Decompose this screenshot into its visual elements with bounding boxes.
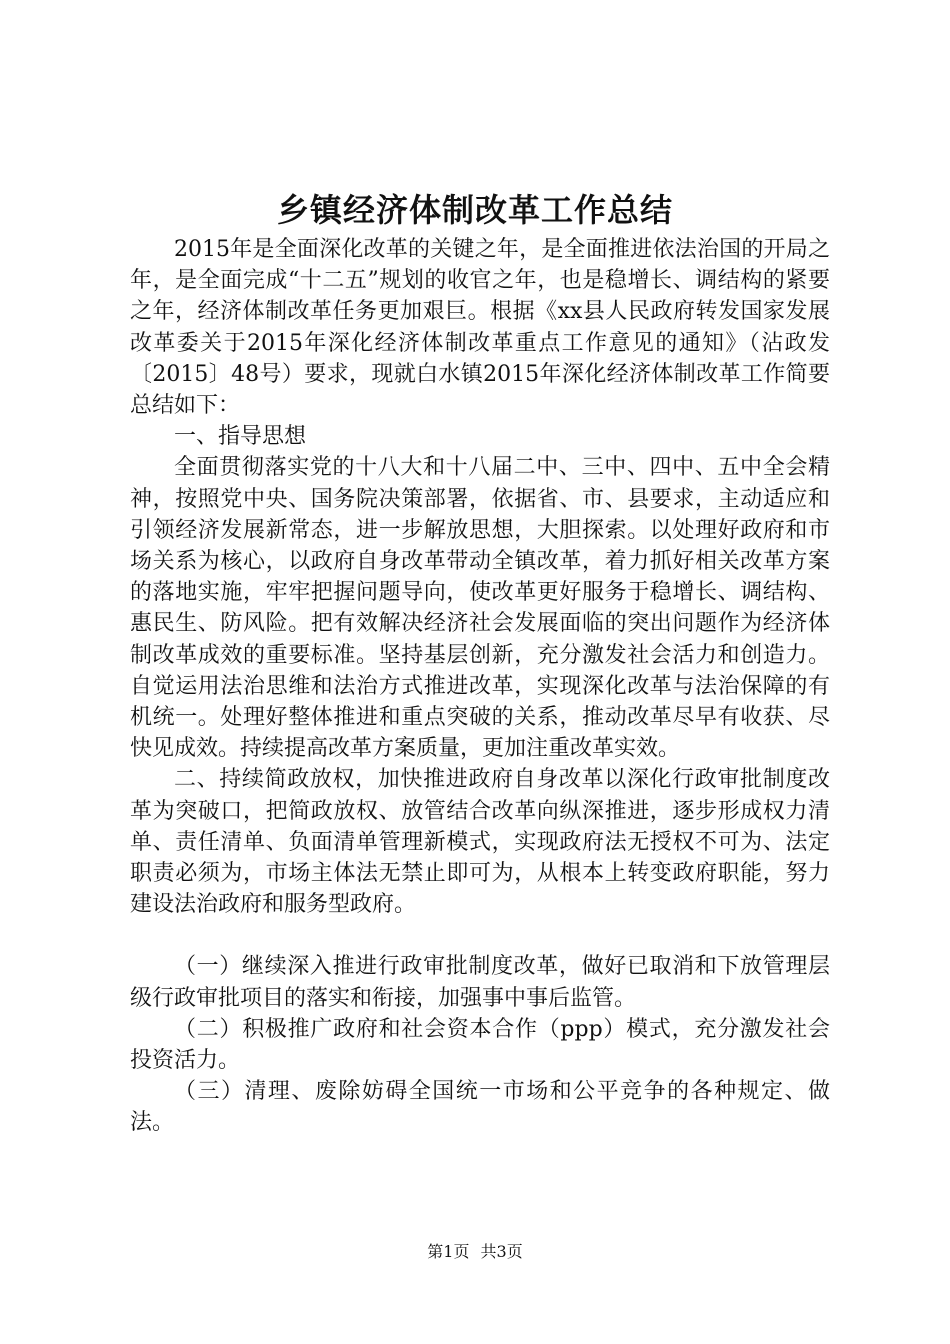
paragraph-item-three: （三）清理、废除妨碍全国统一市场和公平竞争的各种规定、做法。 xyxy=(130,1079,830,1136)
paragraph-item-one: （一）继续深入推进行政审批制度改革，做好已取消和下放管理层级行政审批项目的落实和衔接，加强事中事后监管。 xyxy=(130,954,830,1011)
paragraph-intro: 2015年是全面深化改革的关键之年，是全面推进依法治国的开局之年，是全面完成“十二五”规划的收官之年，也是稳增长、调结构的紧要之年，经济体制改革任务更加艰巨。根据《xx县人民政府转发国家发展改革委关于2015年深化经济体制改革重点工作意见的通知》（沾政发〔2015〕48号）要求，现就白水镇2015年深化经济体制改革工作简要总结如下： xyxy=(130,237,830,419)
paragraph-guiding-thought: 全面贯彻落实党的十八大和十八届二中、三中、四中、五中全会精神，按照党中央、国务院决策部署，依据省、市、县要求，主动适应和引领经济发展新常态，进一步解放思想，大胆探索。以处理好政府和市场关系为核心，以政府自身改革带动全镇改革，着力抓好相关改革方案的落地实施，牢牢把握问题导向，使改革更好服务于稳增长、调结构、惠民生、防风险。把有效解决经济社会发展面临的突出问题作为经济体制改革成效的重要标准。坚持基层创新，充分激发社会活力和创造力。自觉运用法治思维和法治方式推进改革，实现深化改革与法治保障的有机统一。处理好整体推进和重点突破的关系，推动改革尽早有收获、尽快见成效。持续提高改革方案质量，更加注重改革实效。 xyxy=(130,455,830,762)
page-total: 共3页 xyxy=(480,1242,523,1261)
paragraph-gap xyxy=(130,920,830,951)
page-footer xyxy=(0,1242,950,1262)
section-heading-guiding-thought: 一、指导思想 xyxy=(174,424,307,450)
page-number: 第1页 xyxy=(427,1242,470,1261)
paragraph-item-two: （二）积极推广政府和社会资本合作（ppp）模式，充分激发社会投资活力。 xyxy=(130,1016,830,1074)
paragraph-simplify-administration: 二、持续简政放权，加快推进政府自身改革以深化行政审批制度改革为突破口，把简政放权、放管结合改革向纵深推进，逐步形成权力清单、责任清单、负面清单管理新模式，实现政府法无授权不可为、法定职责必须为，市场主体法无禁止即可为，从根本上转变政府职能，努力建设法治政府和服务型政府。 xyxy=(130,767,830,918)
document-body xyxy=(130,234,830,1139)
document-title: 乡镇经济体制改革工作总结 xyxy=(276,191,673,229)
